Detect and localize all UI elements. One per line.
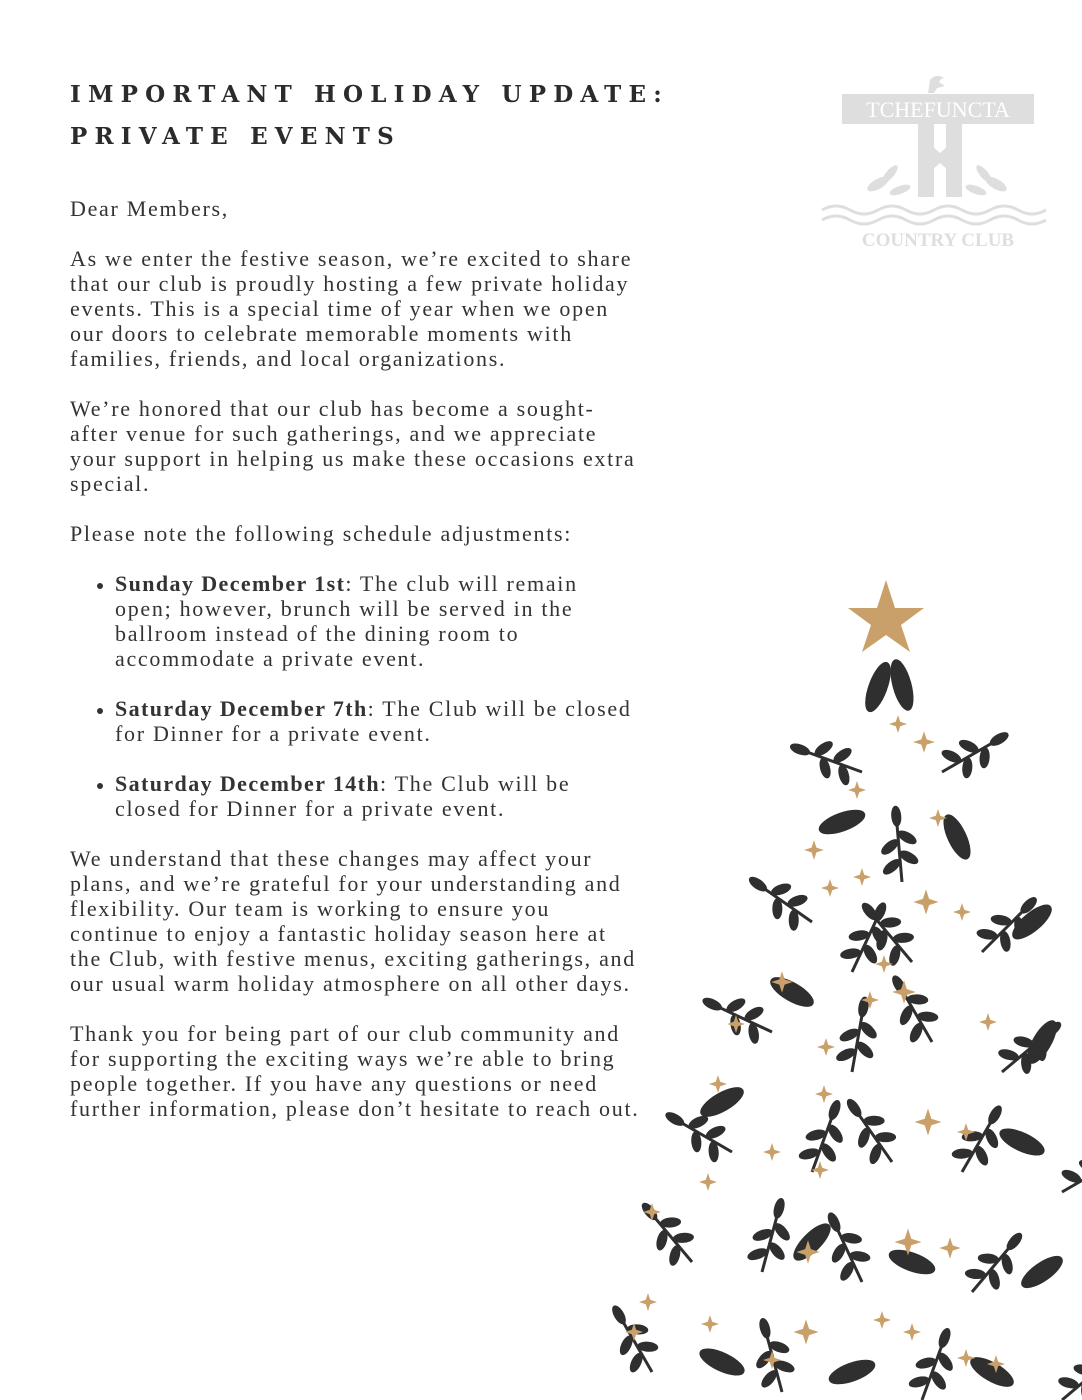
christmas-tree-illustration <box>612 572 1082 1400</box>
paragraph-thanks: Thank you for being part of our club community and for supporting the exciting ways we’re able to bring people together. If you have any questions or need further information, please don’t hesitate to reach out. <box>70 1021 640 1121</box>
club-logo <box>818 72 1058 257</box>
tree-top-star-icon <box>848 580 924 652</box>
schedule-item <box>115 571 640 671</box>
title-line-1: IMPORTANT HOLIDAY UPDATE: <box>70 81 669 108</box>
schedule-item <box>115 696 640 746</box>
schedule-list <box>70 571 640 821</box>
paragraph-intro: As we enter the festive season, we’re excited to share that our club is proudly hosting a few private holiday events. This is a special time of year when we open our doors to celebrate memorable moments with families, friends, and local organizations. <box>70 246 633 371</box>
schedule-item <box>115 771 640 821</box>
logo-top-text: TCHEFUNCTA <box>866 97 1010 122</box>
tree-twinkles <box>625 715 1005 1373</box>
paragraph-honored: We’re honored that our club has become a sought-after venue for such gatherings, and we appreciate your support in helping us make these occasions extra special. <box>70 396 636 496</box>
title-line-2: PRIVATE EVENTS <box>70 123 401 150</box>
letter-body <box>70 196 640 1146</box>
schedule-text: : The Club will be closed for Dinner for a private event. <box>115 771 571 821</box>
paragraph-understanding: We understand that these changes may affect your plans, and we’re grateful for your understanding and flexibility. Our team is working to ensure you continue to enjoy a fantastic holiday season here at the Club, with festive menus, exciting gatherings, and our usual warm holiday atmosphere on all other days. <box>70 846 636 996</box>
schedule-date: Saturday December 14th <box>115 771 381 796</box>
paragraph-schedule-intro: Please note the following schedule adjustments: <box>70 521 573 546</box>
schedule-text: : The club will remain open; however, brunch will be served in the ballroom instead of the dining room to accommodate a private event. <box>115 571 578 671</box>
logo-bottom-text: COUNTRY CLUB <box>861 230 1015 251</box>
schedule-text: : The Club will be closed for Dinner for a private event. <box>115 696 632 746</box>
tree-foliage <box>612 658 1082 1400</box>
schedule-date: Sunday December 1st <box>115 571 346 596</box>
page-title <box>70 74 669 158</box>
schedule-date: Saturday December 7th <box>115 696 368 721</box>
greeting: Dear Members, <box>70 196 229 221</box>
